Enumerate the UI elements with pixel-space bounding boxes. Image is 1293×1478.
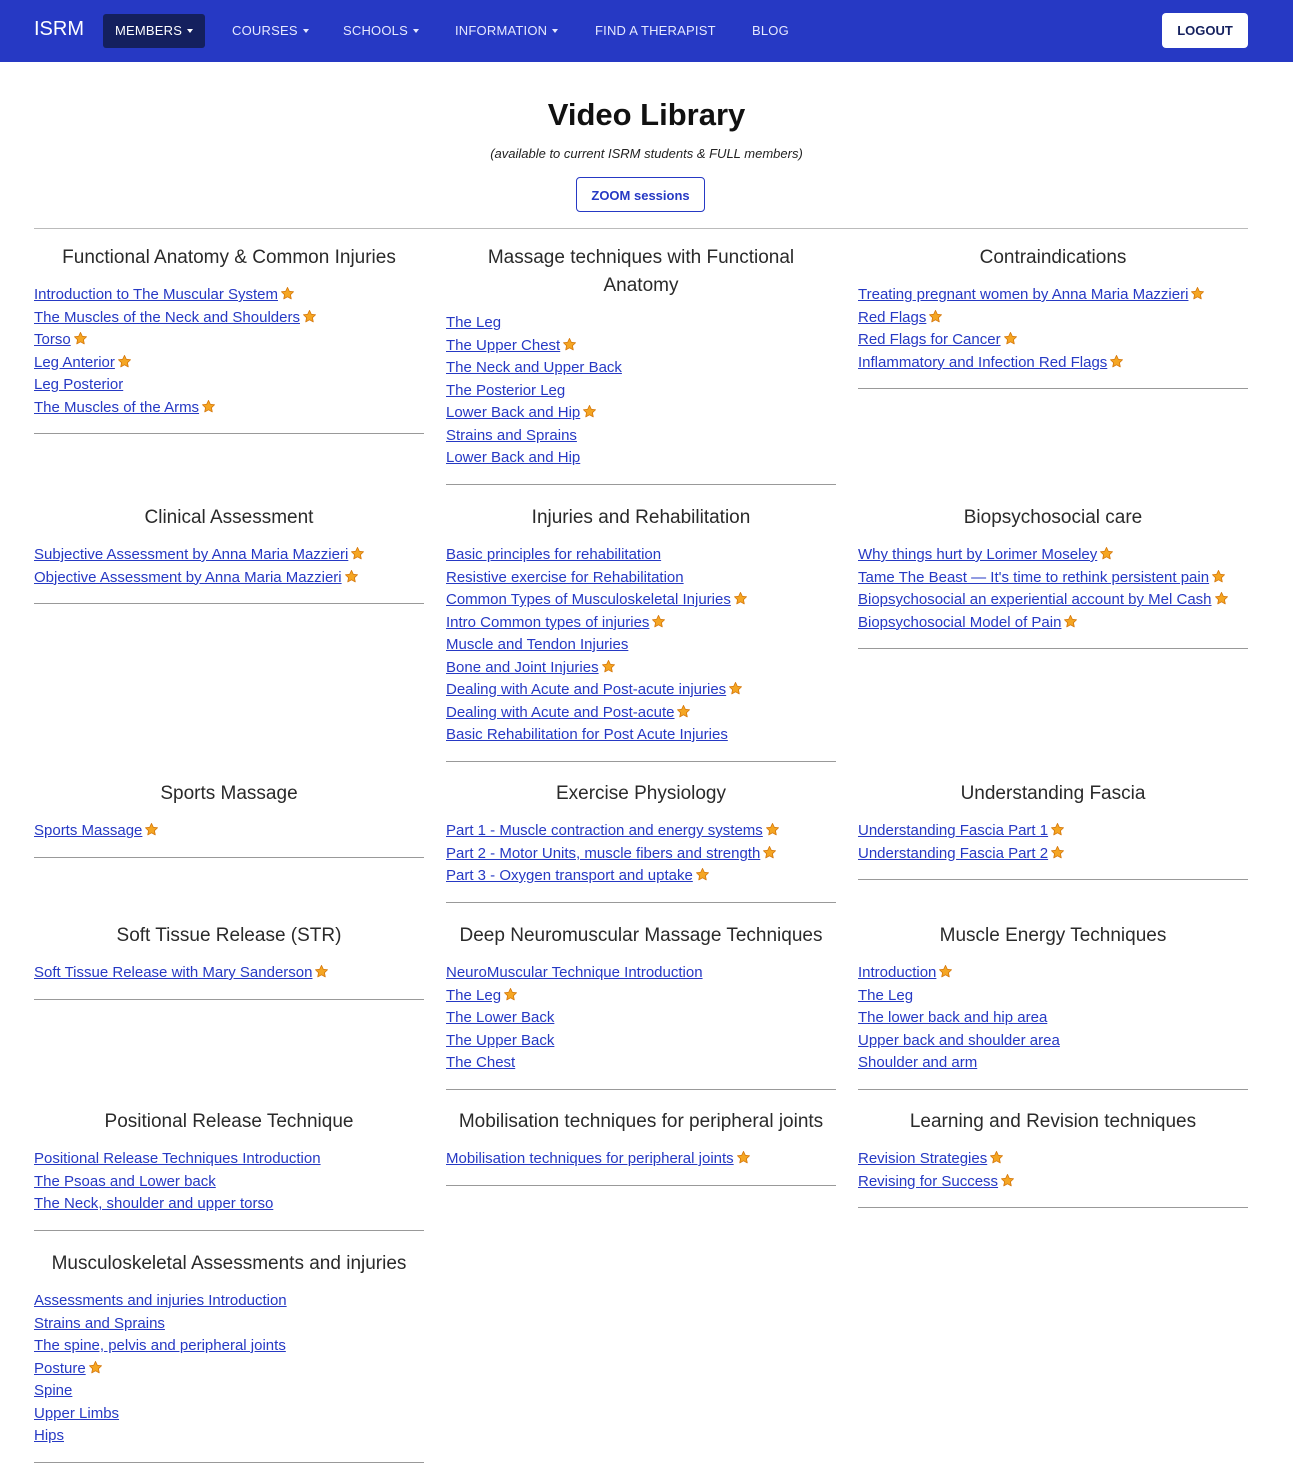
video-link[interactable]: Strains and Sprains xyxy=(34,1314,165,1332)
video-link[interactable]: Mobilisation techniques for peripheral joints xyxy=(446,1150,734,1167)
list-item xyxy=(858,820,1248,843)
star-icon xyxy=(302,309,317,324)
list-item xyxy=(446,335,836,358)
section-title: Contraindications xyxy=(979,247,1127,268)
list-item xyxy=(446,544,836,567)
list-item xyxy=(446,679,836,702)
video-link[interactable]: Inflammatory and Infection Red Flags xyxy=(858,353,1108,371)
list-item xyxy=(34,567,424,590)
nav-information[interactable] xyxy=(455,14,558,48)
list-item xyxy=(858,1148,1248,1171)
star-icon xyxy=(928,309,943,324)
section-9 xyxy=(34,922,424,1000)
video-link-list xyxy=(34,820,424,843)
section-11 xyxy=(858,922,1248,1090)
video-link[interactable]: Dealing with Acute and Post-acute injuries xyxy=(446,681,727,698)
star-icon xyxy=(1050,822,1065,837)
section-divider xyxy=(34,603,424,604)
video-link-list xyxy=(858,820,1248,865)
section-divider xyxy=(446,761,836,762)
caret-down-icon xyxy=(552,29,558,33)
list-item xyxy=(34,352,424,375)
video-link[interactable]: Upper back and shoulder area xyxy=(858,1031,1060,1049)
list-item xyxy=(858,284,1248,307)
star-icon xyxy=(314,964,329,979)
list-item xyxy=(446,447,836,470)
section-title: Soft Tissue Release (STR) xyxy=(116,925,342,946)
section-divider xyxy=(34,433,424,434)
nav-find-a-therapist-label: FIND A THERAPIST xyxy=(595,23,716,38)
list-item xyxy=(446,985,836,1008)
video-link[interactable]: Subjective Assessment by Anna Maria Mazzieri xyxy=(34,546,349,563)
nav-courses[interactable] xyxy=(232,14,309,48)
star-icon xyxy=(503,987,518,1002)
video-link[interactable]: Resistive exercise for Rehabilitation xyxy=(446,568,684,586)
list-item xyxy=(858,567,1248,590)
star-icon xyxy=(695,867,710,882)
list-item xyxy=(446,1052,836,1075)
list-item xyxy=(446,702,836,725)
video-link-list xyxy=(446,1148,836,1171)
section-title: Deep Neuromuscular Massage Techniques xyxy=(459,925,823,946)
list-item xyxy=(858,1007,1248,1030)
list-item xyxy=(858,329,1248,352)
section-title: Musculoskeletal Assessments and injuries xyxy=(51,1253,407,1274)
brand-logo[interactable]: ISRM xyxy=(34,18,84,40)
video-link[interactable]: Muscle and Tendon Injuries xyxy=(446,636,629,653)
video-link[interactable]: Spine xyxy=(34,1382,73,1399)
logout-button[interactable]: LOGOUT xyxy=(1162,13,1248,48)
list-item xyxy=(34,1403,424,1426)
video-link[interactable]: Red Flags xyxy=(858,308,927,326)
nav-information-label: INFORMATION xyxy=(455,23,548,38)
video-link[interactable]: The Upper Chest xyxy=(446,336,561,354)
list-item xyxy=(34,1193,424,1216)
star-icon xyxy=(73,331,88,346)
section-7 xyxy=(446,780,836,903)
section-divider xyxy=(858,1089,1248,1090)
caret-down-icon xyxy=(187,29,193,33)
list-item xyxy=(858,1030,1248,1053)
video-link[interactable]: Bone and Joint Injuries xyxy=(446,658,599,676)
video-link[interactable]: Leg Anterior xyxy=(34,353,115,371)
list-item xyxy=(446,724,836,747)
star-icon xyxy=(88,1360,103,1375)
video-link[interactable]: Positional Release Techniques Introduction xyxy=(34,1150,321,1167)
star-icon xyxy=(1003,331,1018,346)
video-link[interactable]: Why things hurt by Lorimer Moseley xyxy=(858,546,1098,563)
video-link[interactable]: Basic Rehabilitation for Post Acute Injuries xyxy=(446,726,728,743)
star-icon xyxy=(733,591,748,606)
list-item xyxy=(858,985,1248,1008)
star-icon xyxy=(762,845,777,860)
caret-down-icon xyxy=(303,29,309,33)
caret-down-icon xyxy=(413,29,419,33)
video-link[interactable]: Lower Back and Hip xyxy=(446,449,581,466)
list-item xyxy=(34,397,424,420)
video-link[interactable]: Revising for Success xyxy=(858,1172,999,1190)
video-link[interactable]: NeuroMuscular Technique Introduction xyxy=(446,964,703,981)
video-link[interactable]: The spine, pelvis and peripheral joints xyxy=(34,1337,286,1354)
section-title: Sports Massage xyxy=(160,783,298,804)
section-title: Biopsychosocial care xyxy=(963,507,1143,528)
video-link-list xyxy=(858,1148,1248,1193)
list-item xyxy=(858,307,1248,330)
video-link[interactable]: Upper Limbs xyxy=(34,1404,120,1422)
list-item xyxy=(446,567,836,590)
video-link[interactable]: The Leg xyxy=(858,986,914,1004)
section-title: Exercise Physiology xyxy=(555,783,727,804)
video-link-list xyxy=(858,962,1248,1075)
video-link-list xyxy=(34,1148,424,1216)
star-icon xyxy=(1063,614,1078,629)
video-link[interactable]: The Neck and Upper Back xyxy=(446,359,622,376)
list-item xyxy=(34,1171,424,1194)
section-divider xyxy=(34,1230,424,1231)
video-link[interactable]: Hips xyxy=(34,1427,65,1444)
star-icon xyxy=(1050,845,1065,860)
section-divider xyxy=(34,857,424,858)
video-link[interactable]: The Leg xyxy=(446,986,502,1004)
video-link[interactable]: The Posterior Leg xyxy=(446,381,566,399)
video-link[interactable]: Common Types of Musculoskeletal Injuries xyxy=(446,591,731,608)
section-title: Functional Anatomy & Common Injuries xyxy=(62,247,396,268)
list-item xyxy=(446,402,836,425)
list-item xyxy=(34,307,424,330)
section-14 xyxy=(858,1108,1248,1208)
section-divider xyxy=(446,1089,836,1090)
star-icon xyxy=(728,681,743,696)
video-link[interactable]: Biopsychosocial an experiential account by Mel Cash xyxy=(858,591,1212,608)
star-icon xyxy=(601,659,616,674)
video-link-list xyxy=(858,544,1248,634)
star-icon xyxy=(765,822,780,837)
star-icon xyxy=(562,337,577,352)
video-link[interactable]: Assessments and injuries Introduction xyxy=(34,1292,287,1309)
section-5 xyxy=(858,504,1248,649)
nav-members-label: MEMBERS xyxy=(115,23,183,38)
list-item xyxy=(858,544,1248,567)
section-divider xyxy=(446,902,836,903)
section-divider xyxy=(34,999,424,1000)
section-divider xyxy=(446,484,836,485)
list-item xyxy=(858,962,1248,985)
list-item xyxy=(446,1007,836,1030)
section-title: Clinical Assessment xyxy=(144,507,314,528)
list-item xyxy=(34,1148,424,1171)
star-icon xyxy=(117,354,132,369)
star-icon xyxy=(1211,569,1226,584)
nav-find-a-therapist[interactable] xyxy=(595,14,716,48)
video-link[interactable]: The lower back and hip area xyxy=(858,1009,1048,1026)
section-divider xyxy=(858,879,1248,880)
star-icon xyxy=(144,822,159,837)
section-3 xyxy=(34,504,424,604)
video-link-list xyxy=(34,962,424,985)
list-item xyxy=(34,1358,424,1381)
video-link-list xyxy=(34,284,424,419)
section-divider xyxy=(858,1207,1248,1208)
list-item xyxy=(34,820,424,843)
list-item xyxy=(446,1030,836,1053)
video-link[interactable]: The Neck, shoulder and upper torso xyxy=(34,1195,274,1212)
star-icon xyxy=(280,286,295,301)
list-item xyxy=(446,657,836,680)
list-item xyxy=(446,1148,836,1171)
nav-schools[interactable] xyxy=(343,14,419,48)
header-divider xyxy=(34,228,1248,229)
section-title: Positional Release Technique xyxy=(104,1111,354,1132)
video-link[interactable]: Understanding Fascia Part 2 xyxy=(858,844,1049,862)
nav-blog[interactable] xyxy=(752,14,789,48)
video-link[interactable]: Objective Assessment by Anna Maria Mazzieri xyxy=(34,568,342,586)
section-divider xyxy=(858,648,1248,649)
video-link[interactable]: Strains and Sprains xyxy=(446,426,577,444)
video-link[interactable]: Introduction to The Muscular System xyxy=(34,286,278,303)
video-link[interactable]: Soft Tissue Release with Mary Sanderson xyxy=(34,964,313,981)
star-icon xyxy=(1000,1173,1015,1188)
section-divider xyxy=(34,1462,424,1463)
star-icon xyxy=(350,546,365,561)
list-item xyxy=(446,312,836,335)
video-link[interactable]: Red Flags for Cancer xyxy=(858,331,1001,348)
star-icon xyxy=(1109,354,1124,369)
list-item xyxy=(858,612,1248,635)
nav-schools-label: SCHOOLS xyxy=(343,23,408,38)
list-item xyxy=(34,962,424,985)
list-item xyxy=(34,1335,424,1358)
video-link[interactable]: Part 1 - Muscle contraction and energy systems xyxy=(446,822,763,839)
section-15 xyxy=(34,1250,424,1463)
section-title: Mobilisation techniques for peripheral joints xyxy=(458,1111,824,1132)
list-item xyxy=(858,1052,1248,1075)
list-item xyxy=(34,1380,424,1403)
list-item xyxy=(446,820,836,843)
list-item xyxy=(446,843,836,866)
section-title: Learning and Revision techniques xyxy=(909,1111,1197,1132)
video-link[interactable]: Understanding Fascia Part 1 xyxy=(858,822,1049,839)
list-item xyxy=(34,329,424,352)
list-item xyxy=(446,634,836,657)
video-link[interactable]: Basic principles for rehabilitation xyxy=(446,546,662,563)
list-item xyxy=(446,962,836,985)
section-divider xyxy=(858,388,1248,389)
list-item xyxy=(858,352,1248,375)
section-6 xyxy=(34,780,424,858)
video-link[interactable]: Dealing with Acute and Post-acute xyxy=(446,703,675,721)
nav-members[interactable] xyxy=(103,14,205,48)
video-link[interactable]: Biopsychosocial Model of Pain xyxy=(858,613,1062,631)
video-link[interactable]: The Lower Back xyxy=(446,1009,555,1026)
list-item xyxy=(34,1313,424,1336)
section-4 xyxy=(446,504,836,762)
video-link[interactable]: The Leg xyxy=(446,314,502,331)
video-link-list xyxy=(446,962,836,1075)
video-link-list xyxy=(446,312,836,470)
video-link[interactable]: Posture xyxy=(34,1359,86,1377)
list-item xyxy=(34,1425,424,1448)
video-link[interactable]: The Muscles of the Neck and Shoulders xyxy=(34,308,300,326)
list-item xyxy=(34,374,424,397)
star-icon xyxy=(344,569,359,584)
video-link[interactable]: The Chest xyxy=(446,1054,516,1071)
top-navbar xyxy=(0,0,1293,62)
video-link[interactable]: Lower Back and Hip xyxy=(446,404,581,421)
section-title: Muscle Energy Techniques xyxy=(939,925,1167,946)
list-item xyxy=(446,865,836,888)
section-1 xyxy=(446,244,836,485)
video-link[interactable]: Part 2 - Motor Units, muscle fibers and strength xyxy=(446,844,761,862)
star-icon xyxy=(582,404,597,419)
list-item xyxy=(446,380,836,403)
section-title: Understanding Fascia xyxy=(960,783,1146,804)
list-item xyxy=(446,612,836,635)
video-link[interactable]: Introduction xyxy=(858,964,937,981)
list-item xyxy=(858,843,1248,866)
list-item xyxy=(446,357,836,380)
video-link-list xyxy=(858,284,1248,374)
nav-courses-label: COURSES xyxy=(232,23,298,38)
video-link[interactable]: The Muscles of the Arms xyxy=(34,398,200,416)
star-icon xyxy=(989,1150,1004,1165)
video-link[interactable]: Tame The Beast — It's time to rethink persistent pain xyxy=(858,568,1210,586)
video-link-list xyxy=(34,544,424,589)
video-link[interactable]: Torso xyxy=(34,331,71,348)
list-item xyxy=(34,544,424,567)
section-divider xyxy=(446,1185,836,1186)
list-item xyxy=(34,1290,424,1313)
list-item xyxy=(446,589,836,612)
list-item xyxy=(858,1171,1248,1194)
star-icon xyxy=(676,704,691,719)
nav-blog-label: BLOG xyxy=(752,23,789,38)
video-link[interactable]: Part 3 - Oxygen transport and uptake xyxy=(446,867,693,884)
list-item xyxy=(446,425,836,448)
star-icon xyxy=(1214,591,1229,606)
section-title: Injuries and Rehabilitation xyxy=(531,507,751,528)
section-2 xyxy=(858,244,1248,389)
section-8 xyxy=(858,780,1248,880)
video-link-list xyxy=(446,820,836,888)
list-item xyxy=(34,284,424,307)
list-item xyxy=(858,589,1248,612)
video-link-list xyxy=(34,1290,424,1448)
video-link-list xyxy=(446,544,836,747)
zoom-sessions-button[interactable]: ZOOM sessions xyxy=(576,177,705,212)
video-link[interactable]: Shoulder and arm xyxy=(858,1054,978,1071)
section-12 xyxy=(34,1108,424,1231)
star-icon xyxy=(1099,546,1114,561)
video-link[interactable]: Treating pregnant women by Anna Maria Mazzieri xyxy=(858,286,1189,303)
video-link[interactable]: The Psoas and Lower back xyxy=(34,1172,216,1190)
page-title: Video Library xyxy=(547,97,746,132)
star-icon xyxy=(201,399,216,414)
video-link[interactable]: The Upper Back xyxy=(446,1031,555,1049)
video-link[interactable]: Intro Common types of injuries xyxy=(446,613,650,631)
video-link[interactable]: Revision Strategies xyxy=(858,1150,988,1167)
section-title: Massage techniques with Functional Anatomy xyxy=(487,247,795,296)
video-link[interactable]: Sports Massage xyxy=(34,822,143,839)
video-link[interactable]: Leg Posterior xyxy=(34,376,124,393)
section-0 xyxy=(34,244,424,434)
star-icon xyxy=(1190,286,1205,301)
section-13 xyxy=(446,1108,836,1186)
star-icon xyxy=(651,614,666,629)
page-subtitle: (available to current ISRM students & FULL members) xyxy=(490,146,803,161)
star-icon xyxy=(736,1150,751,1165)
section-10 xyxy=(446,922,836,1090)
star-icon xyxy=(938,964,953,979)
